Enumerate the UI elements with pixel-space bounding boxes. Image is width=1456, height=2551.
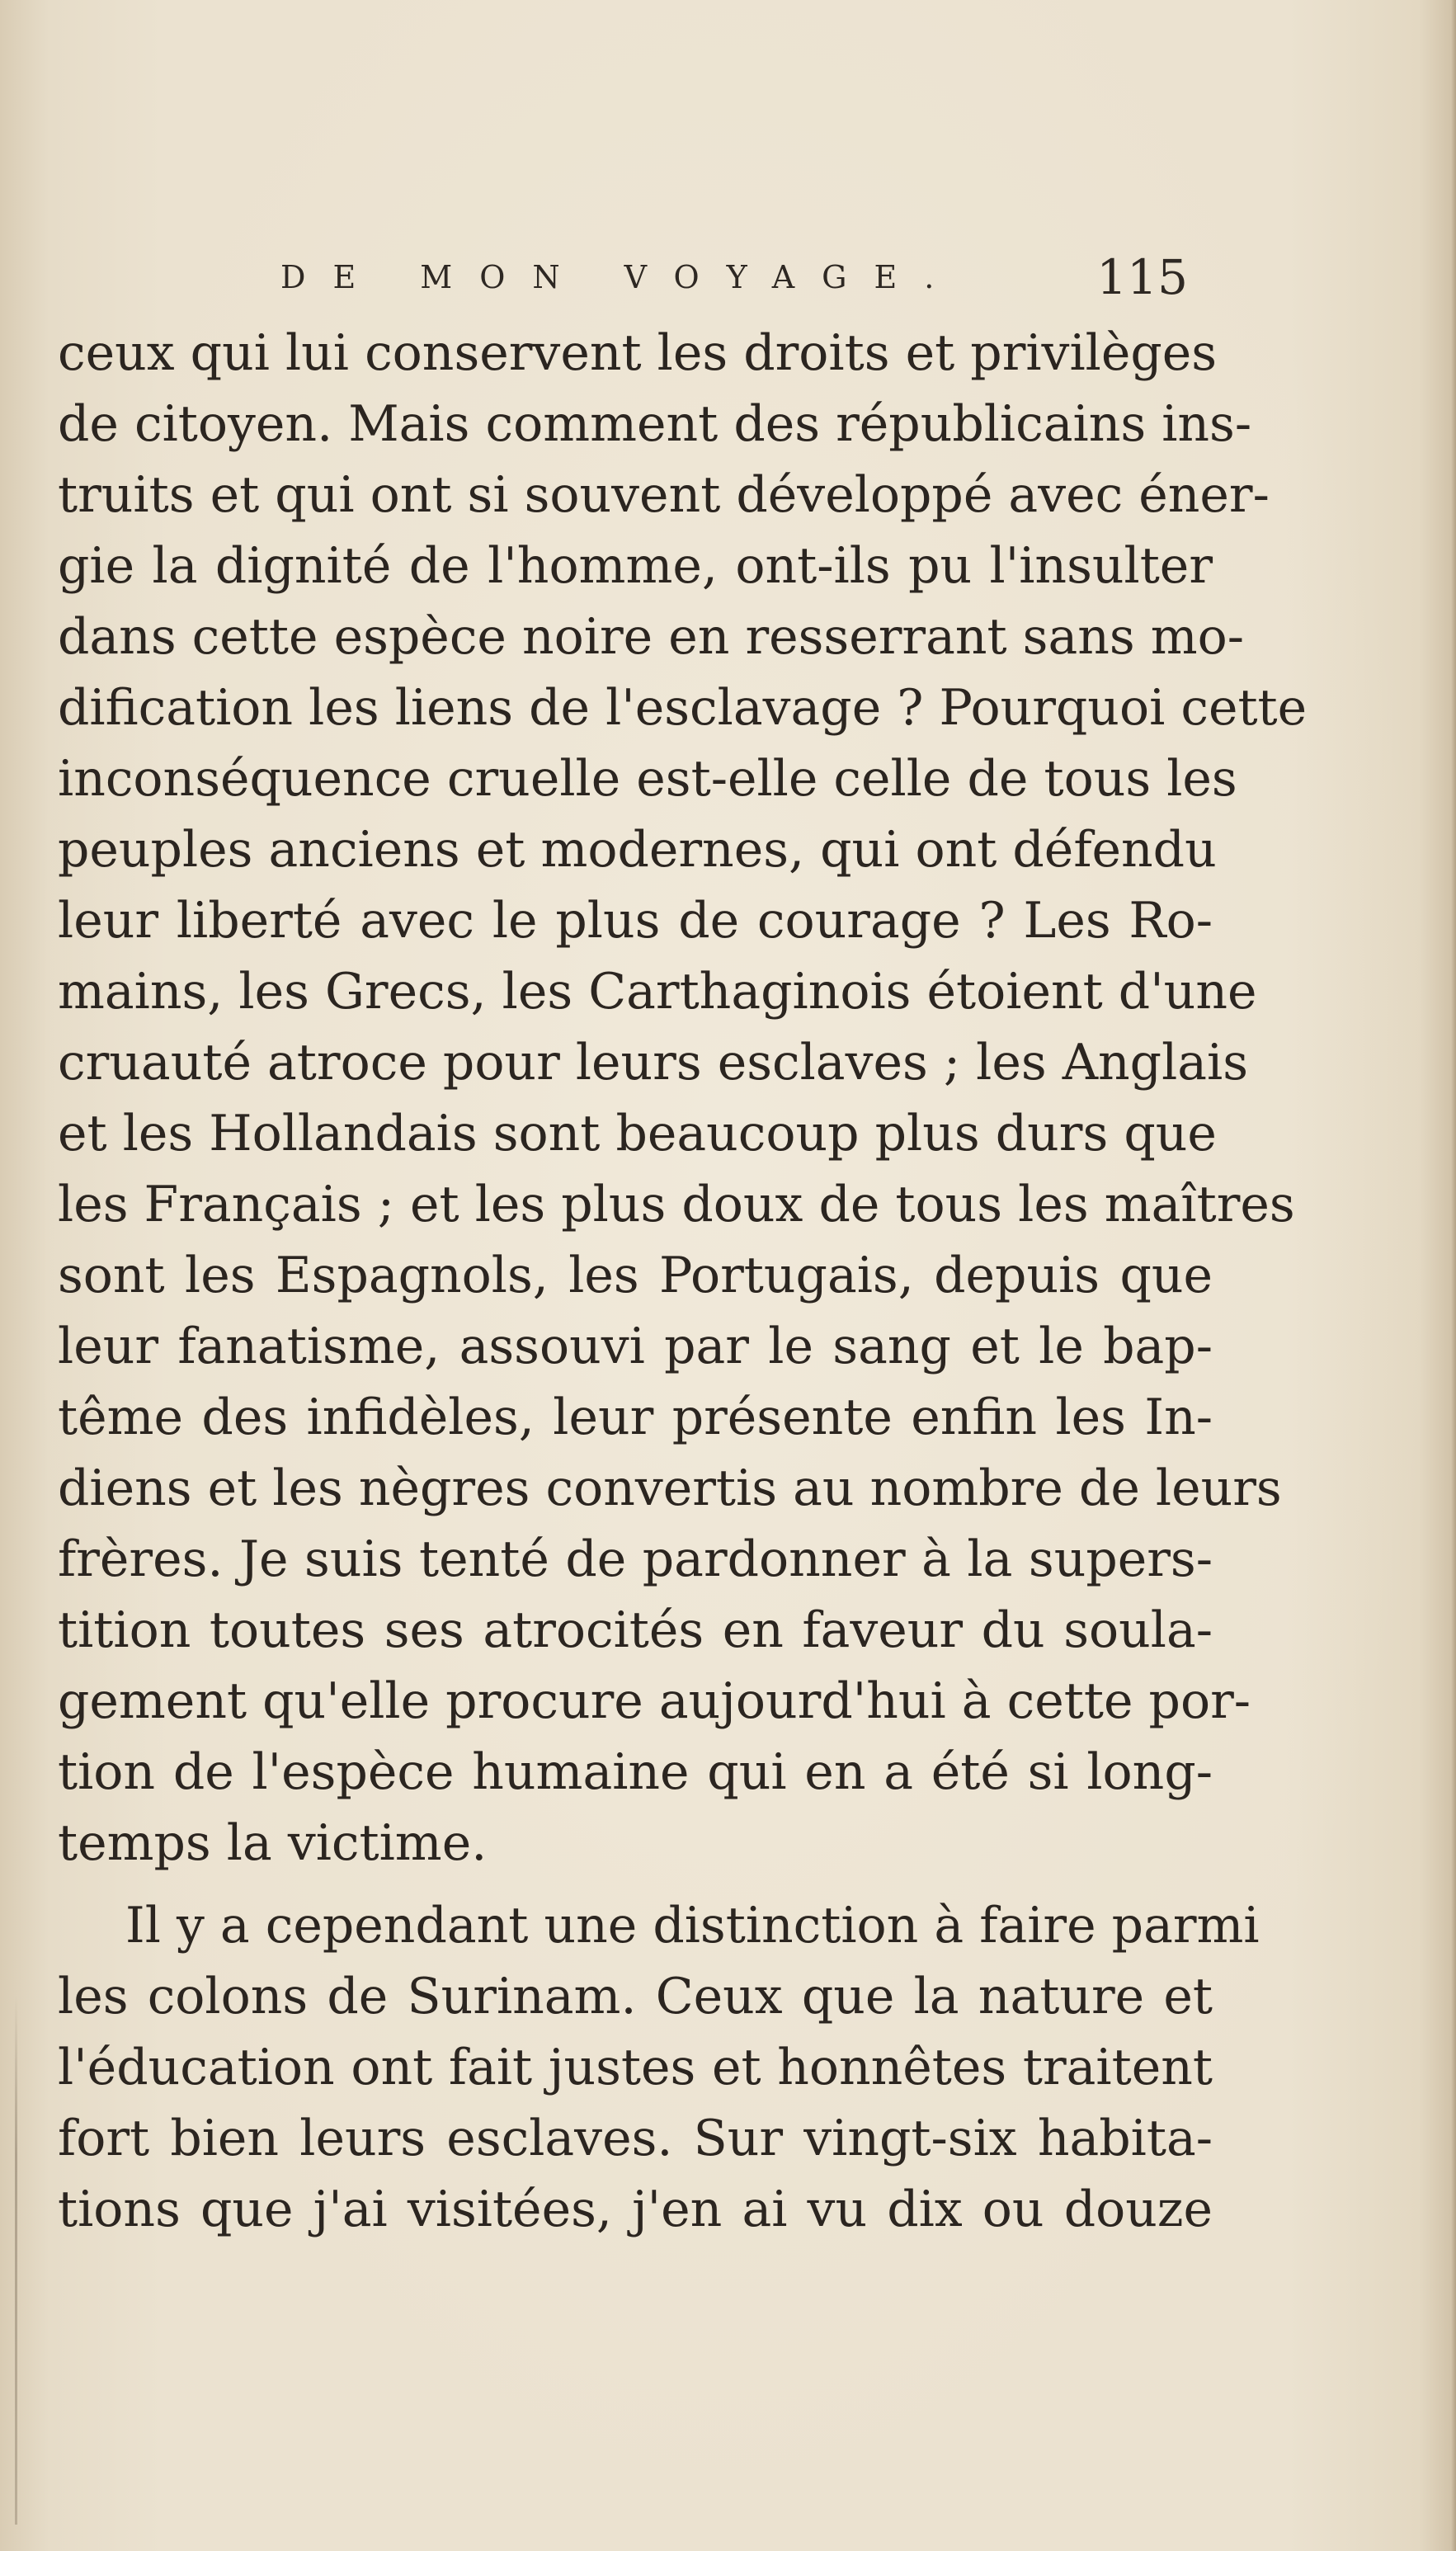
page-edge-shadow	[15, 1997, 17, 2525]
text-line: mains, les Grecs, les Carthaginois étoient d'une	[58, 963, 1257, 1021]
text-line: Il y a cependant une distinction à faire parmi	[125, 1897, 1260, 1955]
body-text	[58, 318, 1308, 2245]
paragraph-gap	[58, 1879, 1213, 1890]
text-line: peuples anciens et modernes, qui ont défendu	[58, 821, 1217, 879]
text-line: l'éducation ont fait justes et honnêtes traitent	[58, 2039, 1213, 2096]
text-line: diens et les nègres convertis au nombre de leurs	[58, 1459, 1282, 1517]
text-line: tême des infidèles, leur présente enfin les In-	[58, 1389, 1213, 1446]
text-line: et les Hollandais sont beaucoup plus durs que	[58, 1105, 1217, 1162]
text-line: inconséquence cruelle est-elle celle de tous les	[58, 750, 1237, 808]
text-line: les Français ; et les plus doux de tous les maîtres	[58, 1176, 1295, 1233]
page-number: 115	[1096, 249, 1188, 305]
text-line: sont les Espagnols, les Portugais, depuis que	[58, 1247, 1213, 1304]
text-line: tion de l'espèce humaine qui en a été si long-	[58, 1743, 1213, 1801]
running-title: DE MON VOYAGE.	[280, 259, 962, 295]
text-line: ceux qui lui conservent les droits et privilèges	[58, 324, 1218, 382]
text-line: leur fanatisme, assouvi par le sang et le bap-	[58, 1318, 1213, 1375]
text-line: temps la victime.	[58, 1814, 488, 1872]
text-line: truits et qui ont si souvent développé avec éner-	[58, 466, 1270, 524]
text-line: les colons de Surinam. Ceux que la nature et	[58, 1968, 1213, 2025]
page-edge-shadow-right	[1451, 0, 1456, 2551]
text-line: tions que j'ai visitées, j'en ai vu dix ou douze	[58, 2181, 1213, 2238]
text-line: tition toutes ses atrocités en faveur du soula-	[58, 1601, 1213, 1659]
text-line: gement qu'elle procure aujourd'hui à cette por-	[58, 1672, 1251, 1730]
text-line: dification les liens de l'esclavage ? Pourquoi cette	[58, 679, 1308, 737]
text-line: leur liberté avec le plus de courage ? Les Ro-	[58, 892, 1213, 950]
running-header	[280, 248, 1188, 314]
text-line: frères. Je suis tenté de pardonner à la supers-	[58, 1530, 1213, 1588]
text-line: dans cette espèce noire en resserrant sans mo-	[58, 608, 1245, 666]
text-line: fort bien leurs esclaves. Sur vingt-six habita-	[58, 2110, 1213, 2167]
text-line: de citoyen. Mais comment des républicains ins-	[58, 395, 1252, 453]
text-line: gie la dignité de l'homme, ont-ils pu l'insulter	[58, 537, 1213, 595]
text-line: cruauté atroce pour leurs esclaves ; les Anglais	[58, 1034, 1249, 1092]
